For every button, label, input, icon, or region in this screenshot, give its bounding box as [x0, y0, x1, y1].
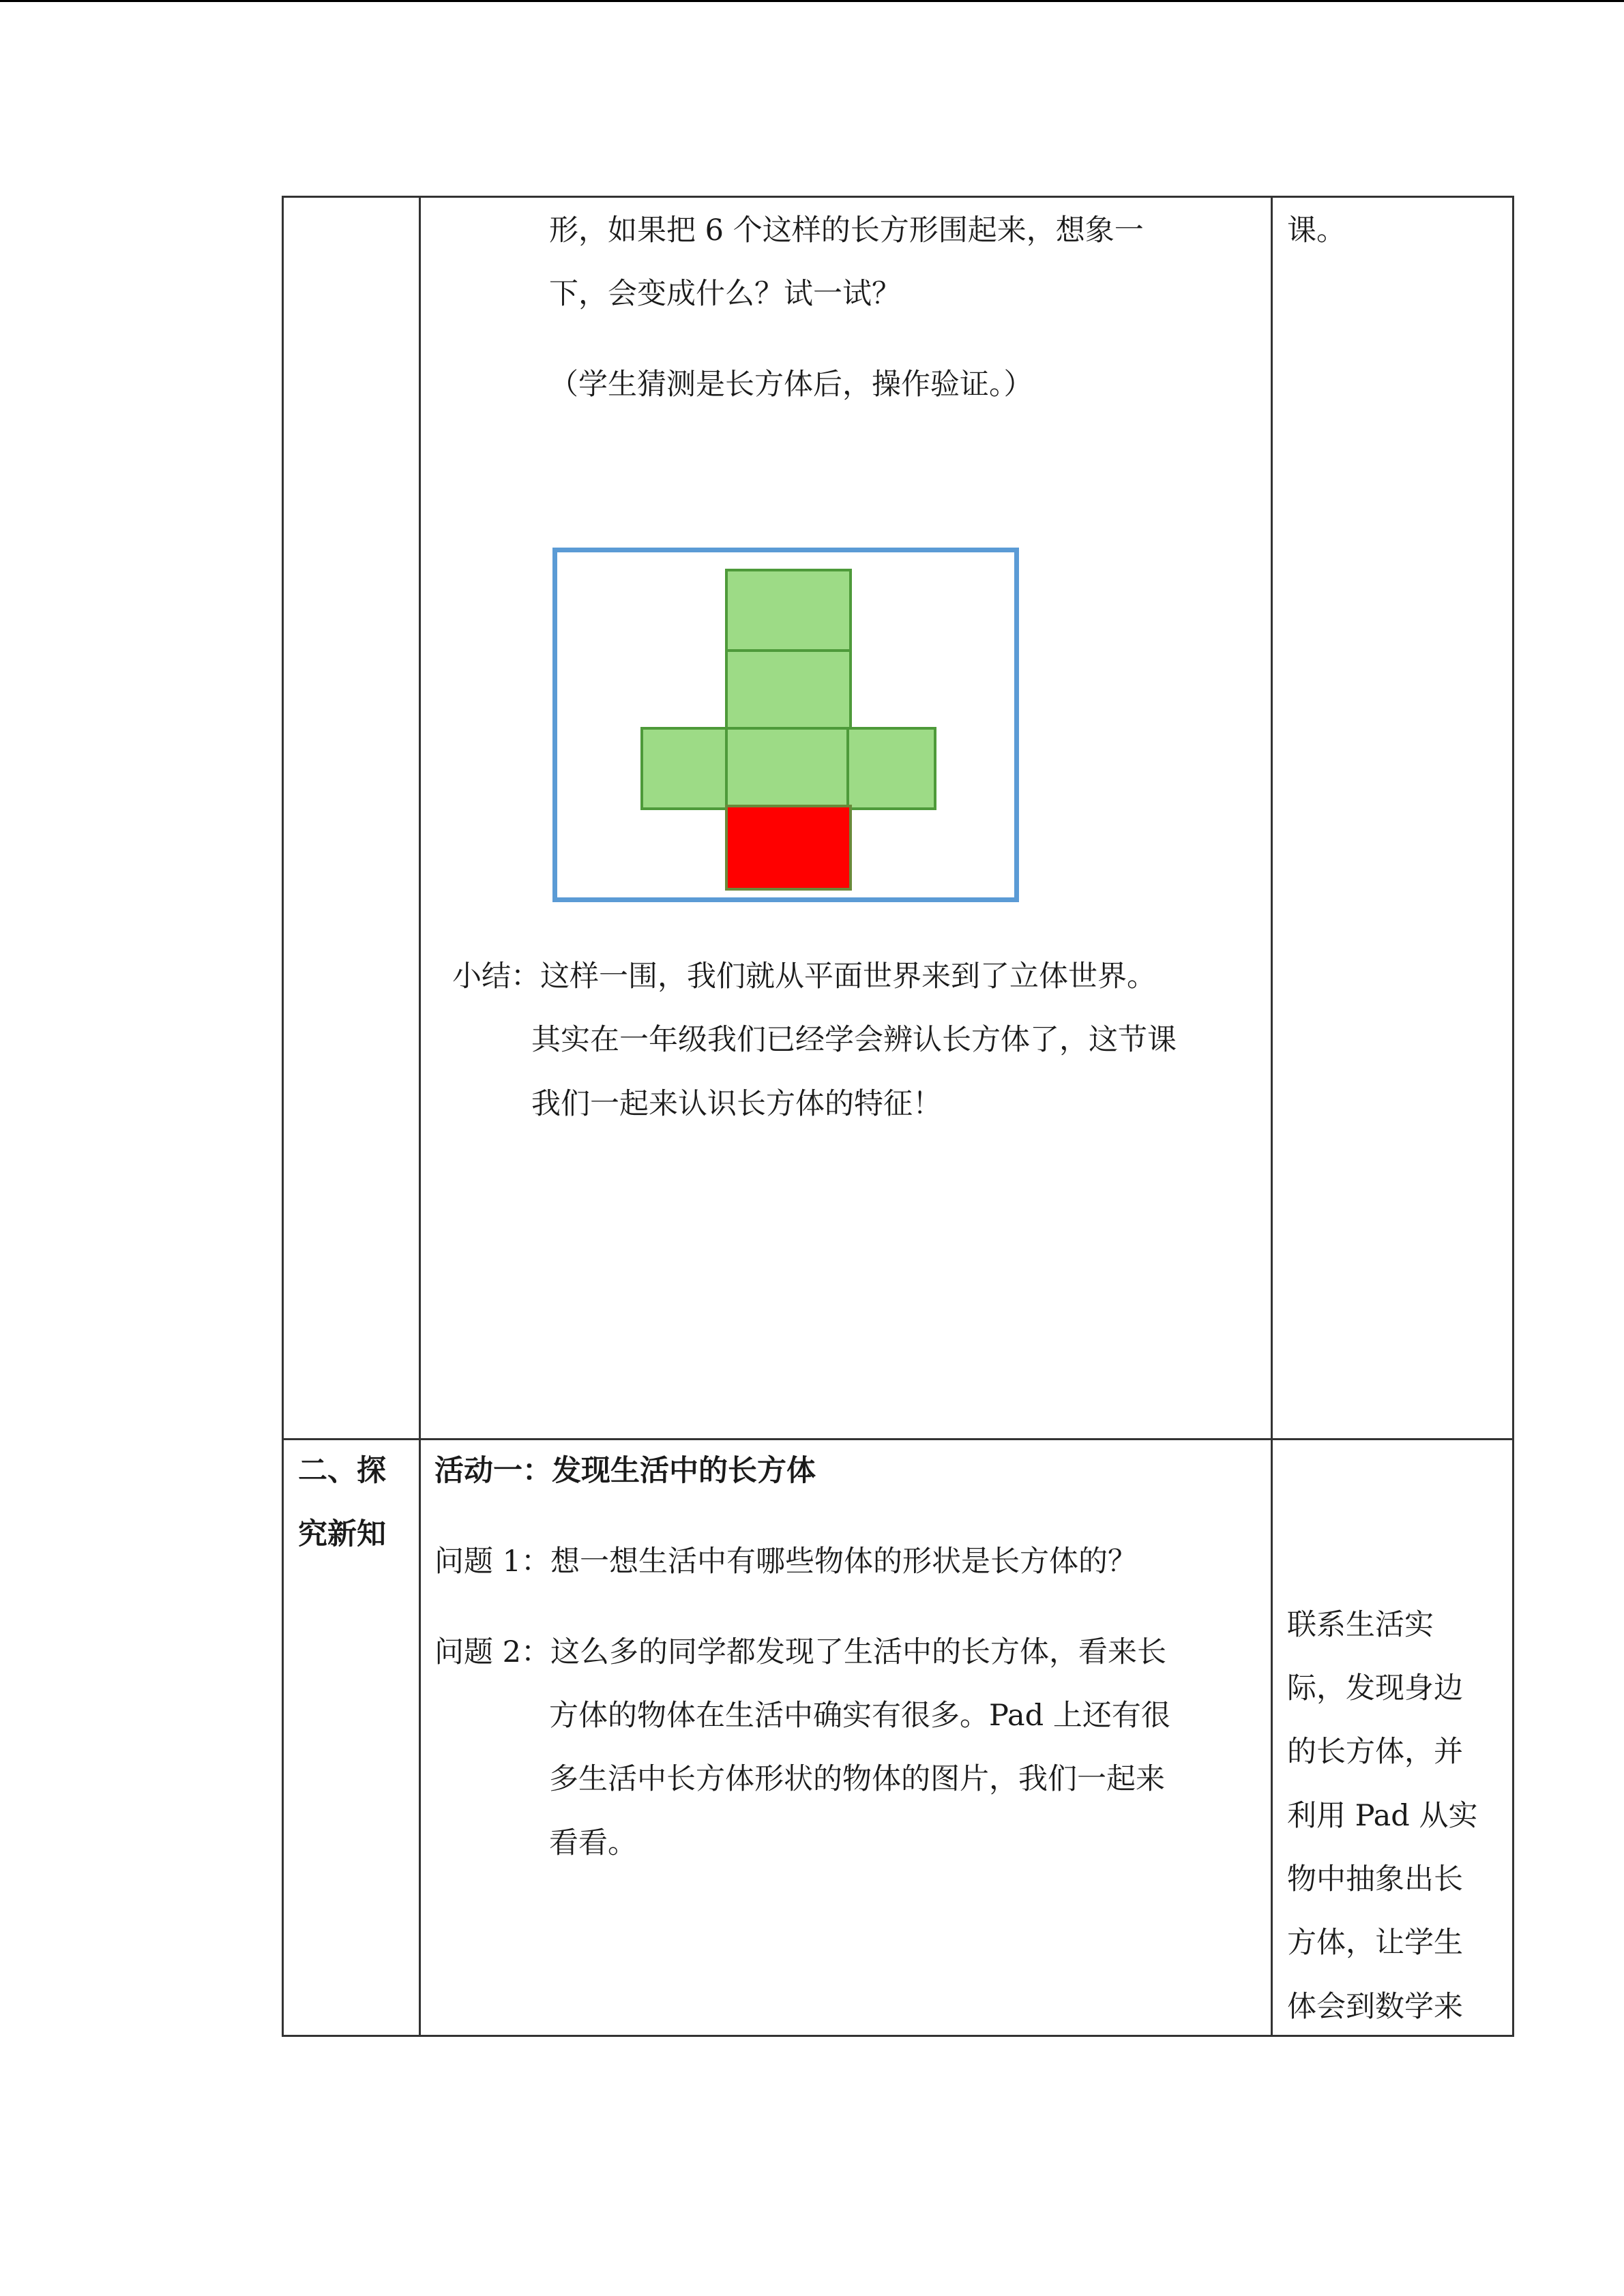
design-intent-line: 的长方体，并: [1287, 1735, 1463, 1769]
stage-label-line: 二、探: [298, 1454, 386, 1488]
table-row-divider: [284, 1438, 1512, 1440]
question-2-line: 方体的物体在生活中确实有很多。Pad 上还有很: [549, 1699, 1170, 1733]
net-face-right: [846, 727, 936, 810]
row1-text-line: 形，如果把 6 个这样的长方形围起来，想象一: [549, 213, 1144, 248]
summary-line: 小结：这样一围，我们就从平面世界来到了立体世界。: [452, 959, 1156, 994]
question-1: 问题 1：想一想生活中有哪些物体的形状是长方体的？: [434, 1545, 1138, 1579]
question-2-line: 多生活中长方体形状的物体的图片，我们一起来: [549, 1762, 1165, 1796]
design-intent-line: 物中抽象出长: [1287, 1862, 1463, 1896]
design-intent-line: 方体，让学生: [1287, 1926, 1463, 1960]
net-face-front-highlighted: [725, 805, 852, 891]
row1-text-line: （学生猜测是长方体后，操作验证。）: [549, 368, 1033, 402]
net-face-left: [640, 727, 730, 810]
row1-intent-text: 课。: [1287, 213, 1346, 248]
design-intent-line: 体会到数学来: [1287, 1990, 1463, 2024]
summary-line: 我们一起来认识长方体的特征！: [531, 1087, 942, 1121]
net-face-top: [725, 569, 852, 654]
row1-text-line: 下，会变成什么？试一试？: [549, 277, 901, 311]
question-2-line: 看看。: [549, 1826, 637, 1860]
table-column-divider: [1271, 198, 1273, 2035]
page-top-border: [0, 0, 1624, 2]
activity-title: 活动一：发现生活中的长方体: [434, 1454, 816, 1488]
summary-line: 其实在一年级我们已经学会辨认长方体了，这节课: [531, 1023, 1177, 1057]
net-face-bottom: [725, 727, 852, 810]
net-face-back: [725, 649, 852, 732]
table-column-divider: [419, 198, 421, 2035]
design-intent-line: 际，发现身边: [1287, 1671, 1463, 1705]
question-2-line: 问题 2：这么多的同学都发现了生活中的长方体，看来长: [434, 1635, 1167, 1669]
design-intent-line: 利用 Pad 从实: [1287, 1799, 1478, 1833]
stage-label-line: 究新知: [298, 1517, 386, 1551]
design-intent-line: 联系生活实: [1287, 1608, 1434, 1642]
